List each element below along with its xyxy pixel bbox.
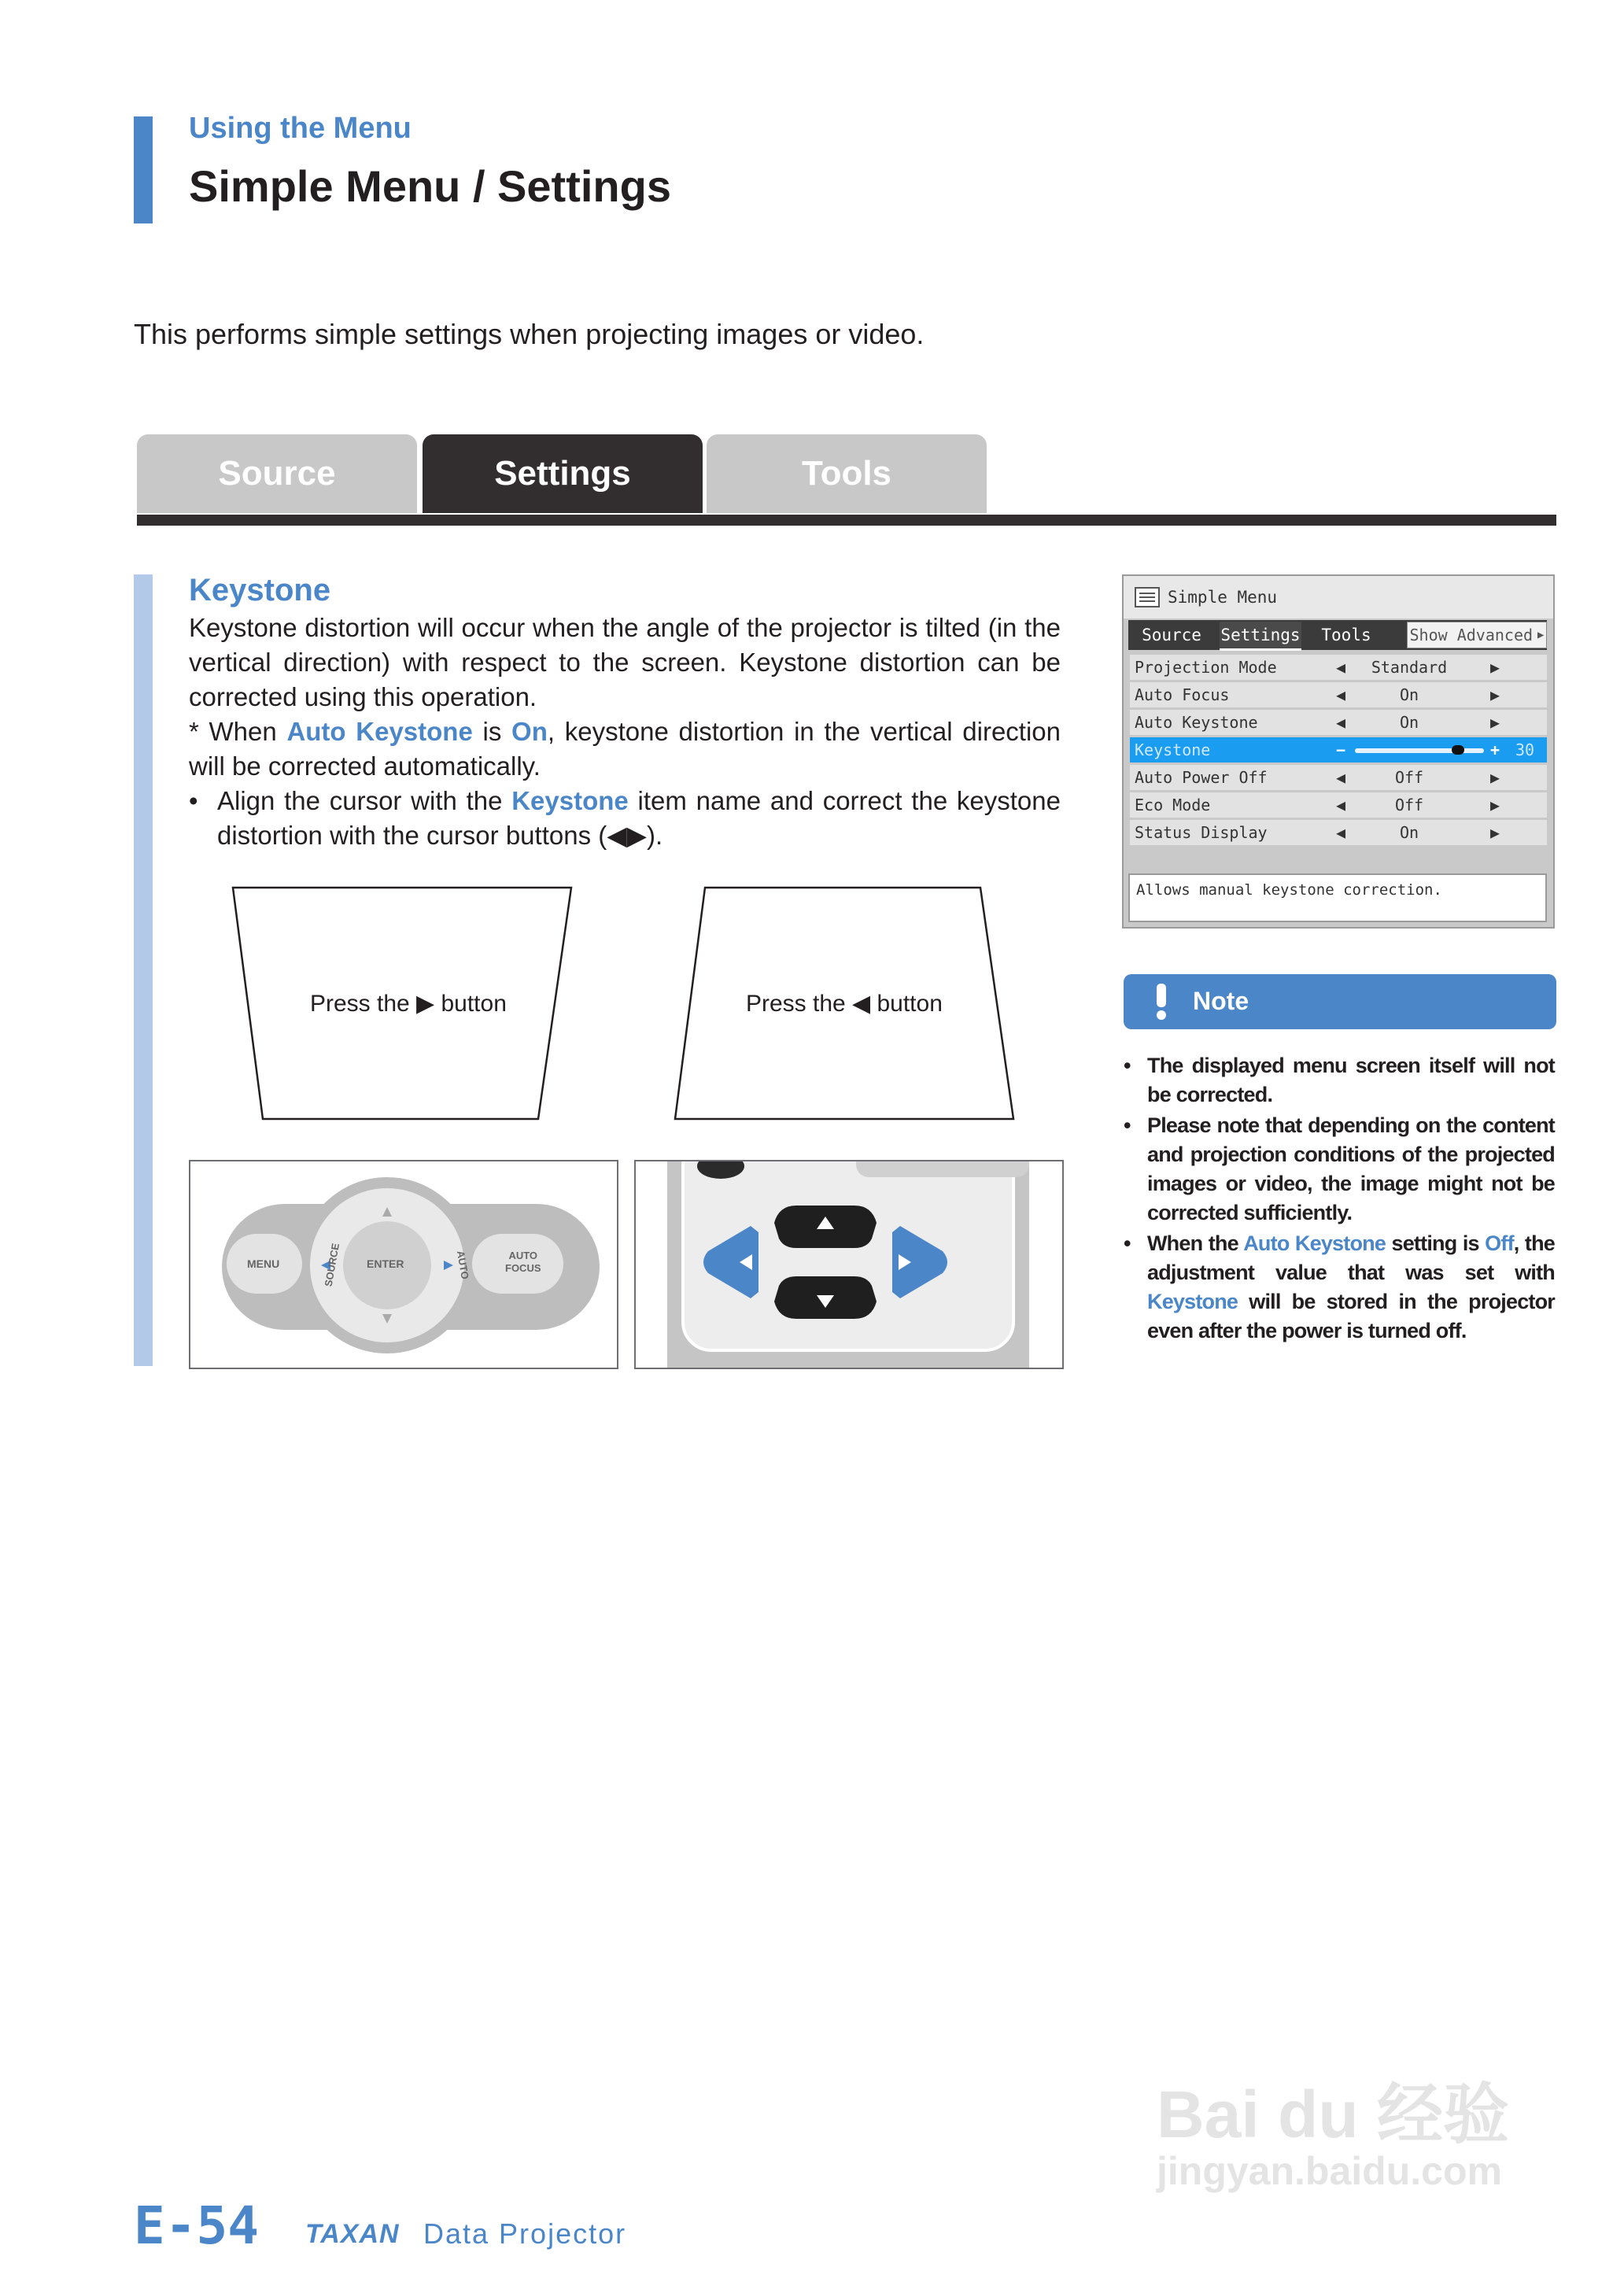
watermark-url: jingyan.baidu.com xyxy=(1157,2149,1502,2193)
instruction-text: item name and correct the keystone distortion with the cursor buttons (◀▶). xyxy=(217,786,1061,850)
menu-row-status-display[interactable] xyxy=(1130,820,1547,845)
auto-keystone-term: Auto Keystone xyxy=(1243,1231,1386,1255)
row-value: On xyxy=(1399,713,1419,732)
bullet-dot: • xyxy=(1124,1113,1131,1137)
menu-title: Simple Menu xyxy=(1168,588,1278,607)
bullet-dot: • xyxy=(189,786,198,815)
arrow-right-icon[interactable]: ▶ xyxy=(1490,713,1500,732)
section-side-bar xyxy=(134,574,153,1366)
off-term: Off xyxy=(1485,1231,1514,1255)
menu-help-text: Allows manual keystone correction. xyxy=(1136,881,1442,899)
section-label: Using the Menu xyxy=(189,112,412,145)
menu-row-projection-mode[interactable] xyxy=(1130,655,1547,680)
instruction-text: Align the cursor with the xyxy=(217,786,512,815)
menu-row-eco-mode[interactable] xyxy=(1130,792,1547,818)
tab-tools[interactable]: Tools xyxy=(707,434,987,513)
menu-tab-settings[interactable]: Settings xyxy=(1220,622,1301,651)
row-value: 30 xyxy=(1515,740,1535,759)
arrow-left-icon[interactable]: ◀ xyxy=(1336,796,1346,814)
page-title: Simple Menu / Settings xyxy=(189,161,671,211)
arrow-left-icon[interactable]: ◀ xyxy=(1336,685,1346,704)
watermark-logo: Bai du 经验 xyxy=(1157,2077,1510,2151)
menu-tab-tools[interactable]: Tools xyxy=(1321,626,1371,644)
show-advanced-label: Show Advanced xyxy=(1409,626,1534,644)
auto-label: AUTO xyxy=(454,1250,471,1280)
simple-menu-screenshot xyxy=(1122,574,1555,929)
menu-row-auto-keystone[interactable] xyxy=(1130,710,1547,735)
menu-row-auto-power-off[interactable] xyxy=(1130,765,1547,790)
arrow-left-icon[interactable]: ◀ xyxy=(1336,768,1346,787)
keystone-heading: Keystone xyxy=(189,573,331,607)
page-number: E-54 xyxy=(134,2195,259,2256)
note-item-3 xyxy=(1147,1229,1555,1346)
on-term: On xyxy=(511,717,548,746)
minus-icon[interactable]: − xyxy=(1336,740,1346,759)
tab-source[interactable]: Source xyxy=(137,434,417,513)
keystone-slider[interactable] xyxy=(1355,748,1484,753)
keystone-slider-knob[interactable] xyxy=(1452,745,1464,755)
auto-keystone-term: Auto Keystone xyxy=(286,717,473,746)
menu-help-box xyxy=(1128,873,1547,922)
note-text: When the xyxy=(1147,1231,1244,1255)
header-accent-bar xyxy=(134,116,153,223)
note-header xyxy=(1124,974,1556,1029)
arrow-right-icon[interactable]: ▶ xyxy=(1490,796,1500,814)
arrow-right-icon[interactable]: ▶ xyxy=(1490,768,1500,787)
keystone-description: Keystone distortion will occur when the angle of the projector is tilted (in the vertical direction) with respect to the screen. Keystone distortion can be corrected using this operation. xyxy=(189,613,1061,711)
row-value: Standard xyxy=(1371,658,1448,677)
arrow-right-icon[interactable]: ▶ xyxy=(1490,685,1500,704)
row-label: Status Display xyxy=(1135,823,1268,842)
remote-control-panel xyxy=(189,1160,618,1369)
row-label: Auto Focus xyxy=(1135,685,1230,704)
source-label: SOURCE xyxy=(322,1242,342,1288)
auto-focus-line1: AUTO xyxy=(508,1250,538,1261)
menu-row-keystone[interactable] xyxy=(1130,737,1547,762)
row-label: Eco Mode xyxy=(1135,796,1211,814)
product-name: Data Projector xyxy=(423,2217,627,2250)
bullet-dot: • xyxy=(1124,1231,1131,1255)
auto-focus-line2: FOCUS xyxy=(505,1262,541,1274)
row-label: Auto Keystone xyxy=(1135,713,1258,732)
row-label: Projection Mode xyxy=(1135,658,1277,677)
diagram-left-label: Press the ◀ button xyxy=(746,991,943,1017)
row-value: On xyxy=(1399,685,1419,704)
note-item-1: The displayed menu screen itself will not be corrected. xyxy=(1147,1054,1555,1106)
row-value: On xyxy=(1399,823,1419,842)
note-text: will be stored in the projector even after the power is turned off. xyxy=(1147,1290,1555,1342)
arrow-left-icon[interactable]: ◀ xyxy=(1336,658,1346,677)
row-label: Keystone xyxy=(1135,740,1211,759)
keystone-instruction xyxy=(217,784,1061,853)
exclamation-icon xyxy=(1150,982,1172,1021)
keystone-term: Keystone xyxy=(1147,1290,1238,1313)
arrow-left-icon[interactable]: ◀ xyxy=(1336,713,1346,732)
row-value: Off xyxy=(1394,768,1424,787)
note-item-2: Please note that depending on the content and projection conditions of the projected images or video, the image might not be corrected sufficiently. xyxy=(1147,1113,1555,1224)
keystone-auto-note xyxy=(189,714,1061,784)
menu-button: MENU xyxy=(247,1257,280,1270)
plus-icon[interactable]: + xyxy=(1490,740,1500,759)
note-text: setting is xyxy=(1386,1231,1486,1255)
arrow-right-icon[interactable]: ▶ xyxy=(1490,658,1500,677)
enter-button: ENTER xyxy=(367,1257,404,1270)
note-text: is xyxy=(472,717,512,746)
note-text: * When xyxy=(189,717,287,746)
tab-settings[interactable]: Settings xyxy=(423,434,703,513)
arrow-right-icon[interactable]: ▶ xyxy=(1490,823,1500,842)
menu-tab-source[interactable]: Source xyxy=(1142,626,1201,644)
show-advanced-button[interactable] xyxy=(1407,622,1547,648)
bullet-dot: • xyxy=(1124,1054,1131,1077)
keystone-term: Keystone xyxy=(511,786,629,815)
note-text: , the adjustment value that was set with xyxy=(1147,1231,1555,1284)
cursor-buttons-panel xyxy=(634,1160,1064,1369)
note-title: Note xyxy=(1193,987,1249,1015)
cursor-buttons-graphic xyxy=(636,1161,1062,1368)
row-label: Auto Power Off xyxy=(1135,768,1268,787)
chevron-right-icon: ▶ xyxy=(1537,629,1545,641)
intro-text: This performs simple settings when projecting images or video. xyxy=(134,318,925,350)
note-text: , keystone distortion in the vertical direction will be corrected automatically. xyxy=(189,717,1061,781)
tab-underline xyxy=(137,515,1556,526)
auto-focus-button xyxy=(505,1250,541,1275)
menu-list-icon xyxy=(1135,587,1160,607)
arrow-left-icon[interactable]: ◀ xyxy=(1336,823,1346,842)
menu-row-auto-focus[interactable] xyxy=(1130,682,1547,707)
row-value: Off xyxy=(1394,796,1424,814)
diagram-right-label: Press the ▶ button xyxy=(310,991,507,1017)
brand-logo: TAXAN xyxy=(305,2219,400,2249)
